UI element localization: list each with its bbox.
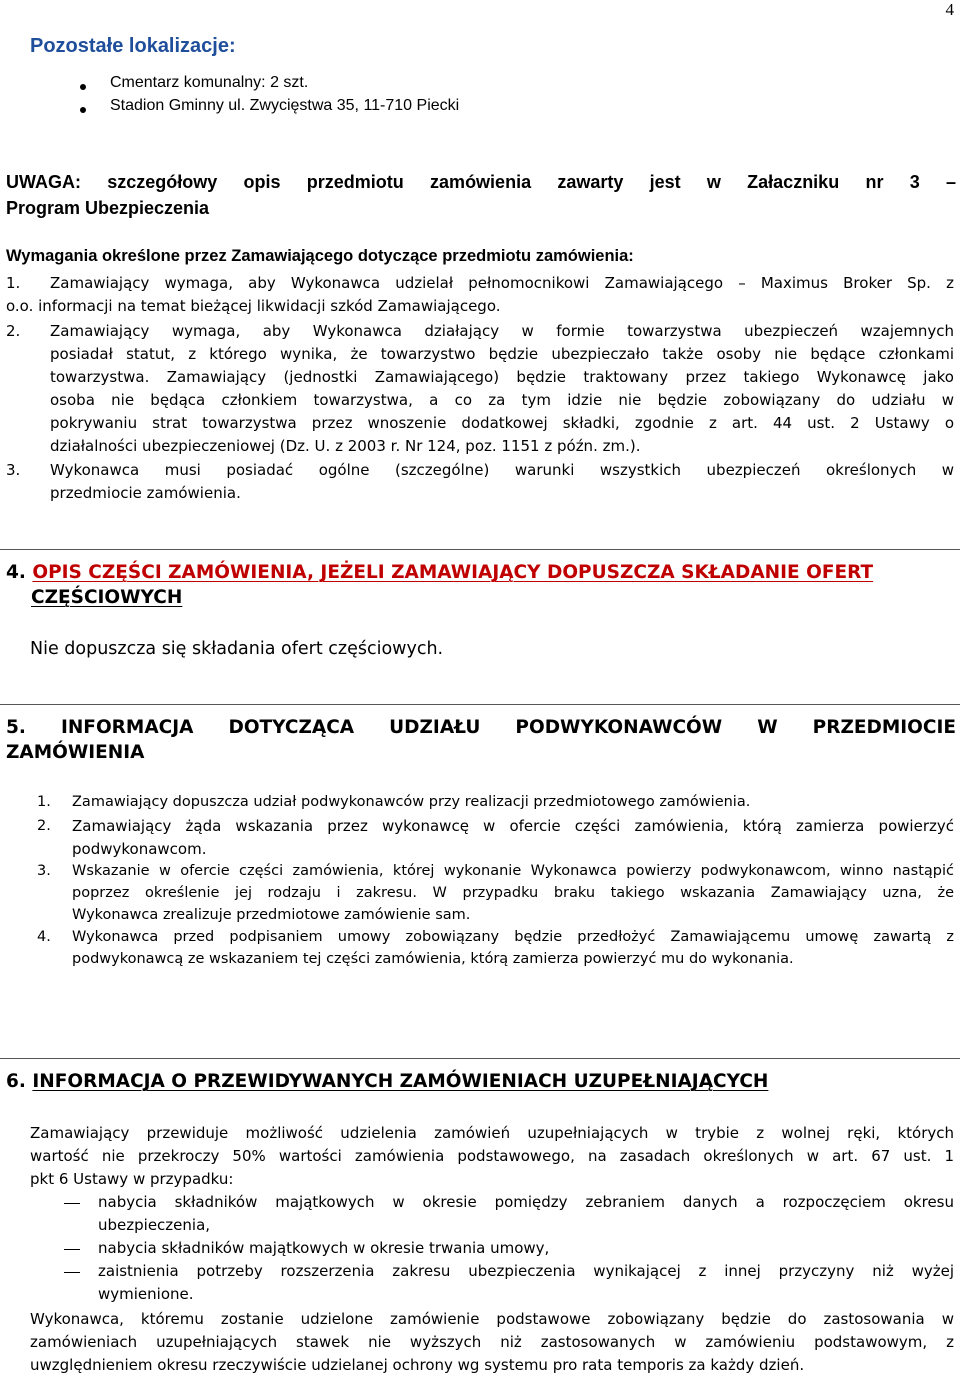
requirement-line: pokrywaniu strat towarzystwa przez wnoszenie dodatkowej składki, zgodnie z art. 44 ust. 2 Ustawy o [50, 414, 954, 432]
dash-item-line: nabycia składników majątkowych w okresie trwania umowy, [98, 1239, 550, 1257]
dash-icon [64, 1203, 80, 1204]
subcontractor-line: podwykonawcom. [72, 840, 207, 858]
dash-item-line: zaistnienia potrzeby rozszerzenia zakresu ubezpieczenia wynikającej z innej przyczyny niż wyżej [98, 1262, 954, 1280]
list-number: 2. [6, 322, 21, 340]
requirement-line: Zamawiający wymaga, aby Wykonawca działający w formie towarzystwa ubezpieczeń wzajemnych [50, 322, 954, 340]
requirement-line: Wykonawca musi posiadać ogólne (szczególne) warunki wszystkich ubezpieczeń określonych w [50, 461, 954, 479]
requirement-line: o.o. informacji na temat bieżącej likwidacji szkód Zamawiającego. [6, 297, 501, 315]
note-line: UWAGA: szczegółowy opis przedmiotu zamówienia zawarty jest w Załaczniku nr 3 – [6, 172, 956, 192]
list-number: 3. [37, 863, 51, 879]
section6-number: 6. [6, 1071, 26, 1092]
section5-title-line2: ZAMÓWIENIA [6, 742, 145, 763]
section6-closing-line: Wykonawca, któremu zostanie udzielone zamówienie podstawowe zobowiązany będzie do zastosowania w [30, 1310, 954, 1328]
list-number: 2. [37, 818, 51, 834]
subcontractor-line: poprzez określenie jej rodzaju i zakresu. W przypadku braku takiego wskazania Zamawiający uzna, że [72, 885, 954, 901]
note-line: Program Ubezpieczenia [6, 198, 210, 218]
dash-item-line: wymienione. [98, 1285, 194, 1303]
subcontractor-line: Wykonawca przed podpisaniem umowy zobowiązany będzie przedłożyć Zamawiającemu umowę zawartą z [72, 929, 954, 945]
requirement-line: posiadał statut, z którego wynika, że towarzystwo będzie ubezpieczało także osoby nie będące członkami [50, 345, 954, 363]
section5-title-line1: 5. INFORMACJA DOTYCZĄCA UDZIAŁU PODWYKONAWCÓW W PRZEDMIOCIE [6, 717, 956, 738]
location-item: Cmentarz komunalny: 2 szt. [110, 74, 309, 91]
list-number: 4. [37, 929, 51, 945]
dash-icon [64, 1249, 80, 1250]
section-divider [0, 704, 960, 705]
requirement-line: działalności ubezpieczeniowej (Dz. U. z 2003 r. Nr 124, poz. 1151 z późn. zm.). [50, 437, 641, 455]
section6-intro-line: pkt 6 Ustawy w przypadku: [30, 1170, 234, 1188]
subcontractor-line: Wskazanie w ofercie części zamówienia, której wykonanie Wykonawca powierzy podwykonawcom, winno nastąpić [72, 863, 954, 879]
other-locations-heading: Pozostałe lokalizacje: [30, 35, 236, 57]
requirements-heading: Wymagania określone przez Zamawiającego dotyczące przedmiotu zamówienia: [6, 247, 634, 265]
bullet-icon [80, 107, 86, 113]
list-number: 3. [6, 461, 21, 479]
section6-closing-line: uwzględnieniem okresu rzeczywiście udzielanej ochrony wg systemu pro rata temporis za każdy dzień. [30, 1356, 805, 1374]
subcontractor-line: Wykonawca zrealizuje przedmiotowe zamówienie sam. [72, 907, 471, 923]
requirement-line: towarzystwa. Zamawiający (jednostki Zamawiającego) będzie traktowany przez takiego Wykonawcę jako [50, 368, 954, 386]
subcontractor-line: podwykonawcą ze wskazaniem tej części zamówienia, którą zamierza powierzyć mu do wykonania. [72, 951, 794, 967]
subcontractor-line: Zamawiający żąda wskazania przez wykonawcę w ofercie części zamówienia, którą zamierza powierzyć [72, 817, 954, 835]
section4-number: 4. [6, 562, 26, 583]
location-item: Stadion Gminny ul. Zwycięstwa 35, 11-710 Piecki [110, 97, 460, 114]
requirement-line: osoba nie będąca członkiem towarzystwa, a co za tym idzie nie będzie zobowiązany do udziału w [50, 391, 954, 409]
requirement-line: Zamawiający wymaga, aby Wykonawca udzielał pełnomocnikowi Zamawiającego – Maximus Broker Sp. z [50, 274, 954, 292]
requirement-line: przedmiocie zamówienia. [50, 484, 241, 502]
section6-intro-line: Zamawiający przewiduje możliwość udzielenia zamówień uzupełniających w trybie z wolnej ręki, których [30, 1124, 954, 1142]
section6-title [6, 1069, 768, 1094]
section6-closing-line: zamówieniach uzupełniających stawek nie wyższych niż zastosowanych w zamówieniu podstawowym, z [30, 1333, 954, 1351]
section4-title-line1: OPIS CZĘŚCI ZAMÓWIENIA, JEŻELI ZAMAWIAJĄCY DOPUSZCZA SKŁADANIE OFERT [32, 562, 874, 583]
section4-title-line2: CZĘŚCIOWYCH [31, 587, 183, 608]
section4-title [6, 560, 873, 610]
page-number: 4 [945, 0, 954, 19]
bullet-icon [80, 84, 86, 90]
section-divider [0, 549, 960, 550]
list-number: 1. [6, 274, 21, 292]
section4-body: Nie dopuszcza się składania ofert częściowych. [30, 639, 444, 659]
list-number: 1. [37, 794, 51, 810]
section6-title-text: INFORMACJA O PRZEWIDYWANYCH ZAMÓWIENIACH UZUPEŁNIAJĄCYCH [32, 1071, 769, 1092]
section6-intro-line: wartość nie przekroczy 50% wartości zamówienia podstawowego, na zasadach określonych w art. 67 ust. 1 [30, 1147, 954, 1165]
dash-item-line: nabycia składników majątkowych w okresie pomiędzy zebraniem danych a rozpoczęciem okresu [98, 1193, 954, 1211]
dash-item-line: ubezpieczenia, [98, 1216, 211, 1234]
subcontractor-line: Zamawiający dopuszcza udział podwykonawców przy realizacji przedmiotowego zamówienia. [72, 794, 751, 810]
section-divider [0, 1058, 960, 1059]
dash-icon [64, 1272, 80, 1273]
